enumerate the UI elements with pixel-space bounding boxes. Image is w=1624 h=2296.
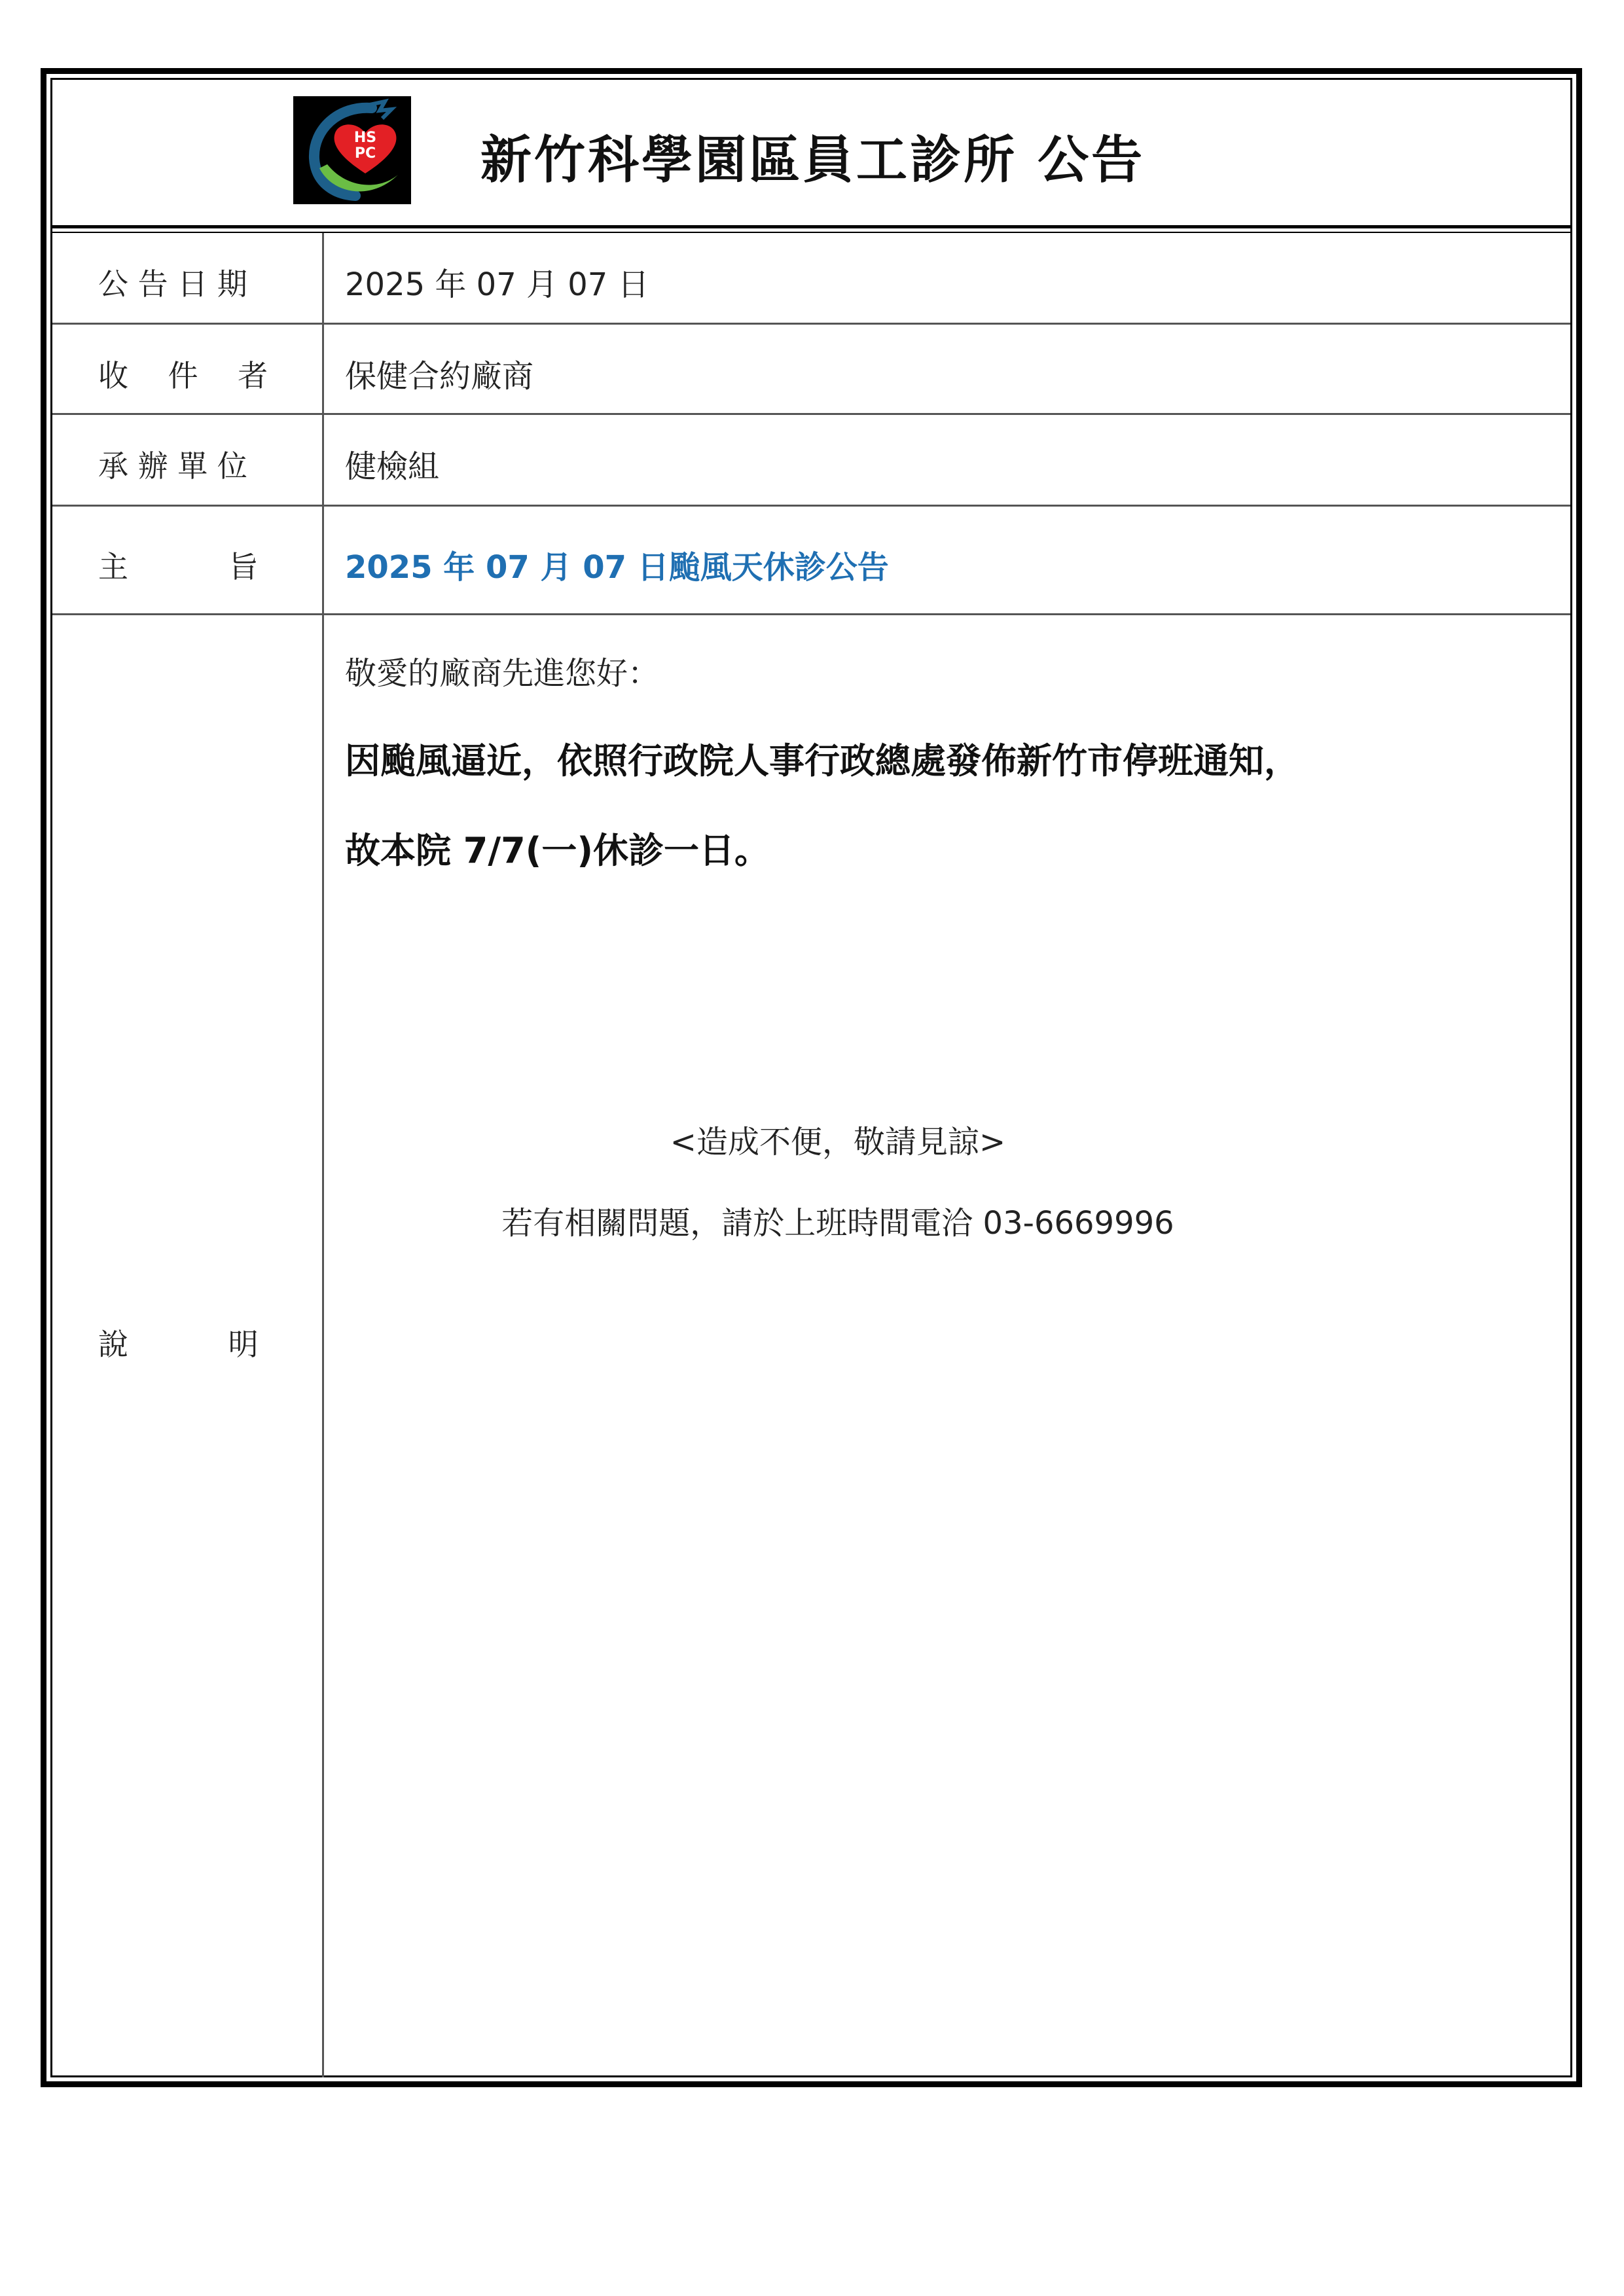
subject-value: 2025 年 07 月 07 日颱風天休診公告 — [345, 549, 889, 586]
apology-text: <造成不便，敬請見諒> — [670, 1124, 1006, 1160]
contact-text: 若有相關問題，請於上班時間電洽 03-6669996 — [501, 1205, 1174, 1242]
logo-text-pc: PC — [354, 145, 376, 162]
unit-value: 健檢組 — [345, 448, 440, 485]
notice-header — [52, 80, 1570, 225]
subject-label: 主 旨 — [98, 549, 259, 584]
recipient-value: 保健合約廠商 — [345, 358, 534, 395]
logo-text-hs: HS — [353, 130, 377, 146]
unit-label: 承 辦 單 位 — [98, 448, 247, 484]
date-label: 公 告 日 期 — [98, 266, 247, 302]
greeting-text: 敬愛的廠商先進您好： — [345, 655, 660, 692]
recipient-label: 收 件 者 — [98, 358, 268, 393]
clinic-logo — [293, 96, 411, 204]
subject-row — [52, 507, 1570, 615]
notice-line-2: 故本院 7/7(一)休診一日。 — [345, 830, 770, 871]
description-label: 說 明 — [98, 1327, 259, 1362]
unit-row — [52, 415, 1570, 507]
notice-line-1: 因颱風逼近，依照行政院人事行政總處發佈新竹市停班通知， — [345, 740, 1299, 781]
page-title: 新竹科學園區員工診所 公告 — [480, 131, 1146, 190]
date-value: 2025 年 07 月 07 日 — [345, 266, 649, 303]
header-divider — [52, 225, 1570, 233]
recipient-row — [52, 325, 1570, 415]
date-row — [52, 233, 1570, 325]
hspc-logo-icon — [293, 96, 411, 204]
